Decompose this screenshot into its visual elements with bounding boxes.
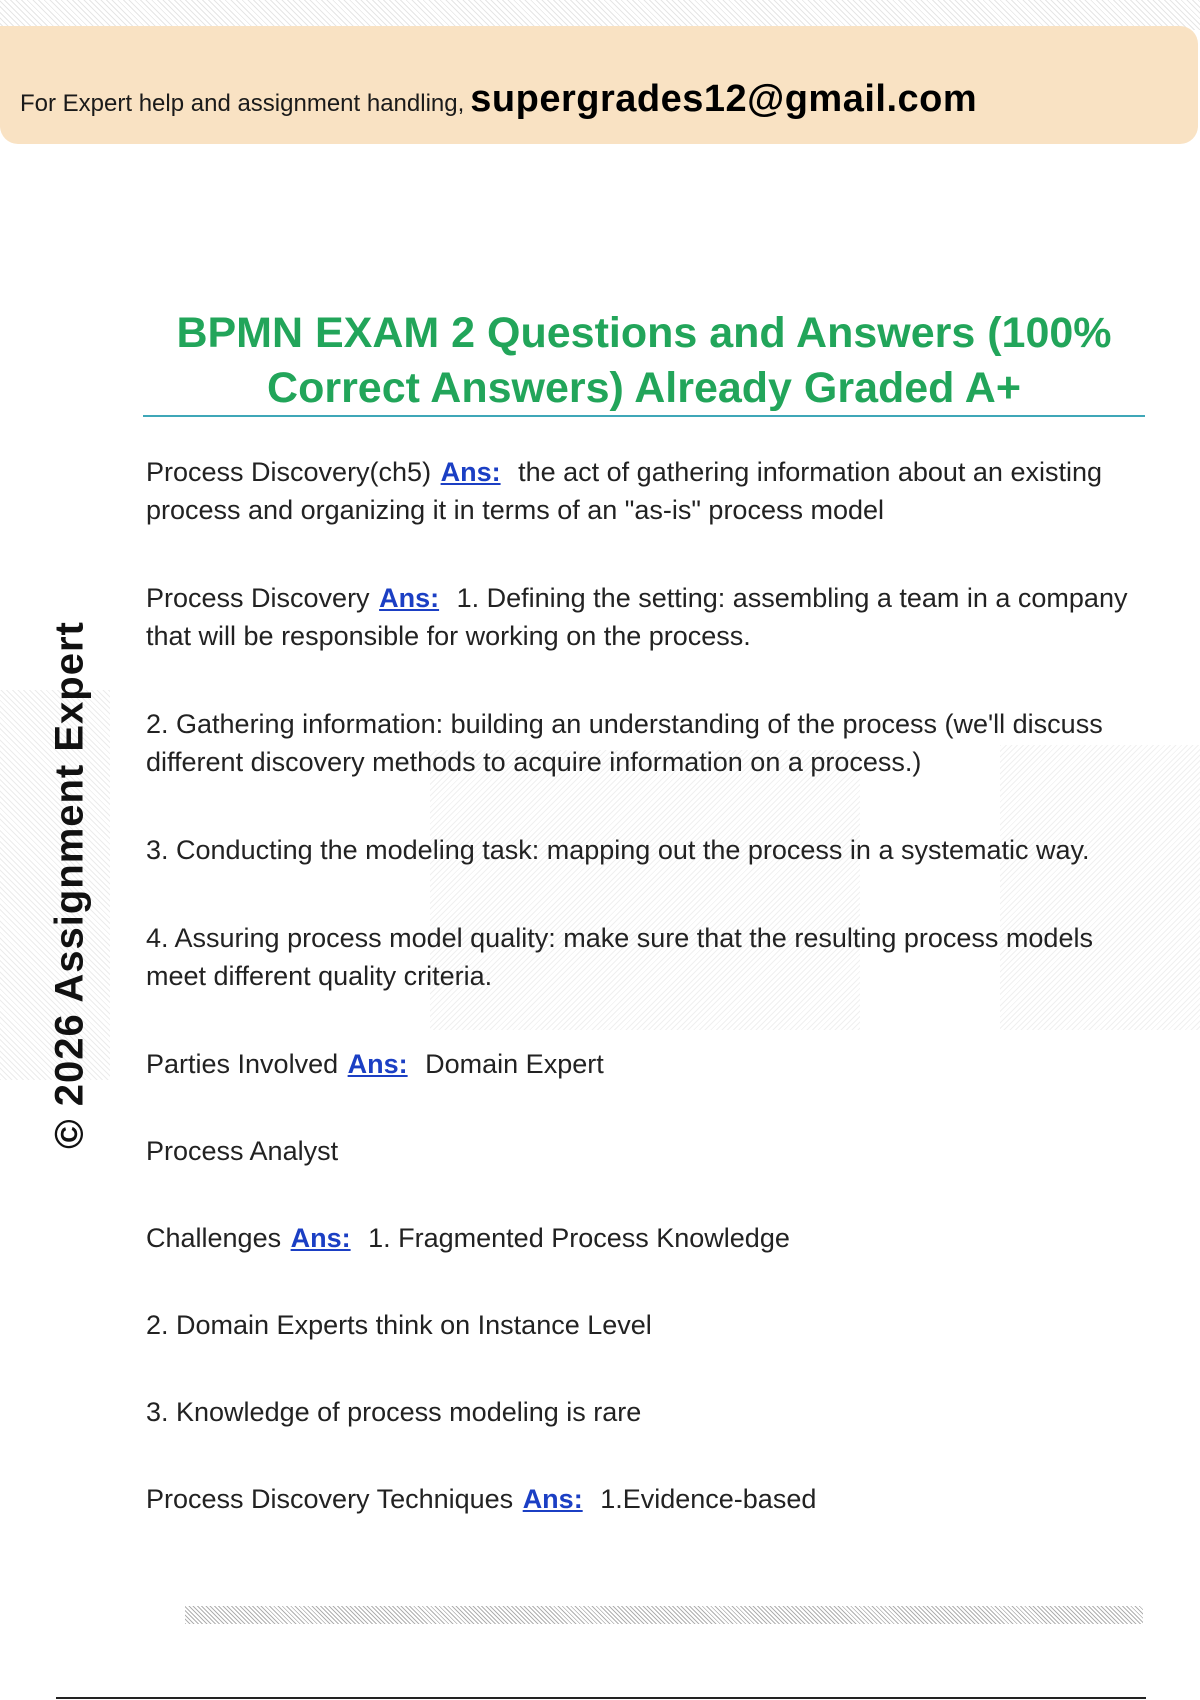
answer-text: 1. Defining the setting: assembling a team in a company that will be responsible for working on the process. [146, 583, 1128, 651]
ans-label: Ans: [522, 1484, 583, 1514]
qa-item [146, 1480, 1156, 1518]
ans-label: Ans: [290, 1223, 351, 1253]
header-contact-line [20, 78, 977, 121]
qa-item [146, 1045, 1156, 1083]
ans-label: Ans: [440, 457, 501, 487]
qa-item [146, 579, 1156, 655]
answer-text: the act of gathering information about an existing process and organizing it in terms of an "as-is" process model [146, 457, 1102, 525]
answer-continuation: 2. Gathering information: building an understanding of the process (we'll discuss different discovery methods to acquire information on a process.) [146, 709, 1103, 777]
question-text: Parties Involved [146, 1049, 339, 1079]
qa-content [146, 453, 1156, 1518]
header-lead-text: For Expert help and assignment handling, [20, 90, 465, 117]
qa-item [146, 1219, 1156, 1257]
ans-label: Ans: [347, 1049, 408, 1079]
qa-item [146, 453, 1156, 529]
copyright-watermark: © 2026 Assignment Expert [47, 621, 92, 1149]
answer-text: 1. Fragmented Process Knowledge [368, 1223, 790, 1253]
ans-label: Ans: [379, 583, 440, 613]
answer-text: Domain Expert [425, 1049, 604, 1079]
title-line-2: Correct Answers) Already Graded A+ [267, 364, 1021, 412]
question-text: Process Discovery [146, 583, 370, 613]
answer-text: 1.Evidence-based [600, 1484, 817, 1514]
question-text: Challenges [146, 1223, 282, 1253]
answer-continuation: Process Analyst [146, 1136, 339, 1166]
answer-continuation: 2. Domain Experts think on Instance Level [146, 1310, 652, 1340]
title-underline [143, 415, 1145, 417]
footer-rule [56, 1697, 1146, 1699]
title-line-1: BPMN EXAM 2 Questions and Answers (100% [176, 309, 1112, 357]
question-text: Process Discovery Techniques [146, 1484, 514, 1514]
answer-continuation: 3. Conducting the modeling task: mapping out the process in a systematic way. [146, 835, 1090, 865]
document-title [143, 306, 1145, 416]
question-text: Process Discovery(ch5) [146, 457, 432, 487]
contact-email: supergrades12@gmail.com [470, 78, 978, 120]
answer-continuation: 4. Assuring process model quality: make sure that the resulting process models meet different quality criteria. [146, 923, 1093, 991]
bottom-decorative-pattern [185, 1606, 1143, 1624]
answer-continuation: 3. Knowledge of process modeling is rare [146, 1397, 642, 1427]
